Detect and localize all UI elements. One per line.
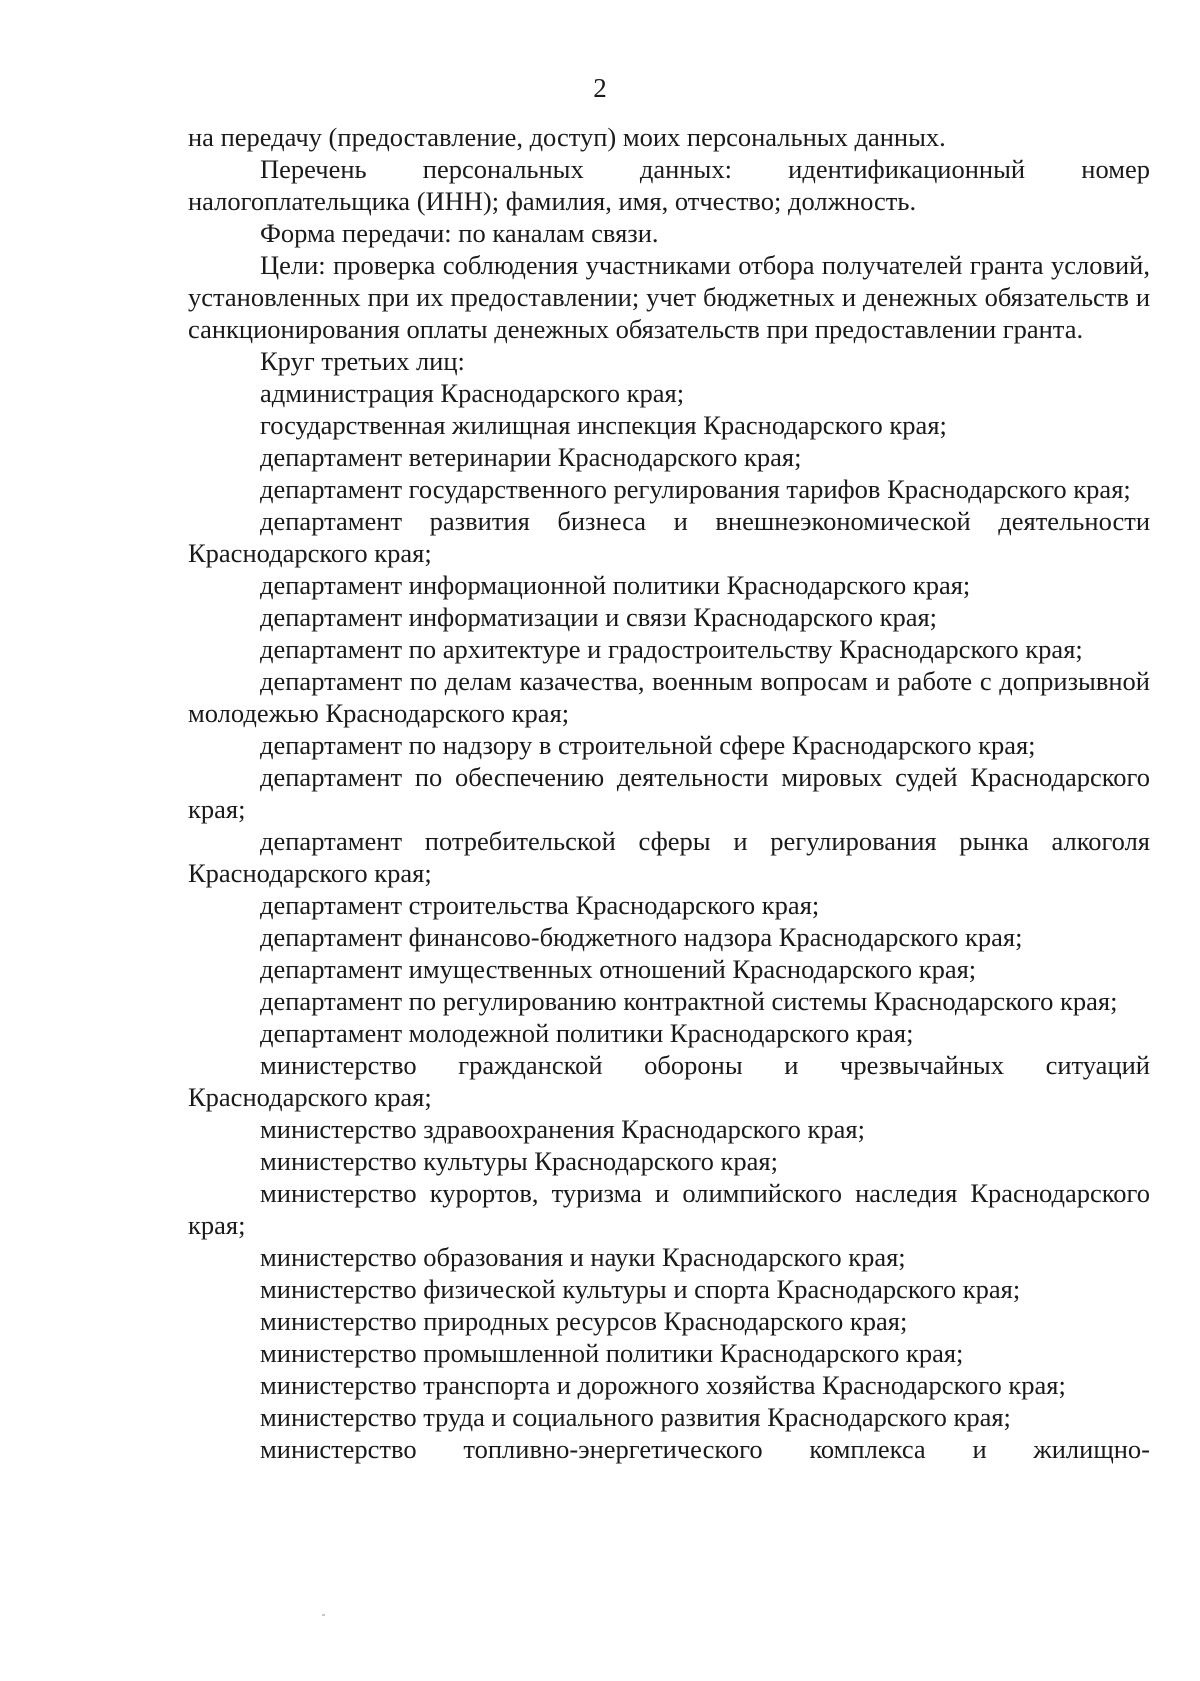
paragraph-third-parties-heading: Круг третьих лиц: — [260, 346, 465, 376]
list-item: департамент потребительской сферы и регулирования рынка алкоголя Краснодарского края; — [188, 826, 1150, 888]
list-item: департамент финансово-бюджетного надзора Краснодарского края; — [260, 922, 1023, 952]
paragraph-purposes: Цели: проверка соблюдения участниками отбора получателей гранта условий, установленных при их предоставлении; учет бюджетных и денежных обязательств и санкционирования оплаты денежных обязательств при предоставлении гранта. — [188, 250, 1150, 344]
list-item: департамент информационной политики Краснодарского края; — [260, 570, 971, 600]
list-item: департамент по архитектуре и градостроительству Краснодарского края; — [260, 634, 1083, 664]
list-item: министерство природных ресурсов Краснодарского края; — [260, 1306, 908, 1336]
paragraph-consent-continuation: на передачу (предоставление, доступ) моих персональных данных. — [188, 122, 946, 152]
list-item: департамент строительства Краснодарского края; — [260, 890, 820, 920]
list-item: министерство образования и науки Краснодарского края; — [260, 1242, 906, 1272]
list-item: департамент информатизации и связи Краснодарского края; — [260, 602, 938, 632]
list-item: министерство курортов, туризма и олимпийского наследия Краснодарского края; — [188, 1178, 1150, 1240]
list-item: департамент государственного регулирования тарифов Краснодарского края; — [260, 474, 1131, 504]
document-body — [188, 121, 1150, 1465]
list-item: министерство физической культуры и спорта Краснодарского края; — [260, 1274, 1021, 1304]
paragraph-personal-data-list: Перечень персональных данных: идентификационный номер налогоплательщика (ИНН); фамилия, имя, отчество; должность. — [188, 154, 1150, 216]
paragraph-transfer-form: Форма передачи: по каналам связи. — [260, 218, 659, 248]
list-item: департамент по надзору в строительной сфере Краснодарского края; — [260, 730, 1036, 760]
list-item: министерство труда и социального развития Краснодарского края; — [260, 1402, 1011, 1432]
list-item: департамент молодежной политики Краснодарского края; — [260, 1018, 914, 1048]
list-item: департамент по обеспечению деятельности мировых судей Краснодарского края; — [188, 762, 1150, 824]
scan-speck — [322, 1614, 325, 1616]
list-item: министерство здравоохранения Краснодарского края; — [260, 1114, 865, 1144]
list-item: министерство транспорта и дорожного хозяйства Краснодарского края; — [260, 1370, 1066, 1400]
list-item: департамент по регулированию контрактной системы Краснодарского края; — [260, 986, 1118, 1016]
list-item: министерство промышленной политики Краснодарского края; — [260, 1338, 964, 1368]
list-item: государственная жилищная инспекция Краснодарского края; — [260, 410, 947, 440]
list-item: департамент ветеринарии Краснодарского края; — [260, 442, 802, 472]
page-number: 2 — [593, 73, 607, 103]
list-item: министерство гражданской обороны и чрезвычайных ситуаций Краснодарского края; — [188, 1050, 1150, 1112]
list-item: министерство топливно-энергетического комплекса и жилищно- — [260, 1434, 1150, 1464]
list-item: министерство культуры Краснодарского края; — [260, 1146, 778, 1176]
list-item: департамент имущественных отношений Краснодарского края; — [260, 954, 977, 984]
list-item: департамент по делам казачества, военным вопросам и работе с допризывной молодежью Краснодарского края; — [188, 666, 1150, 728]
list-item: администрация Краснодарского края; — [260, 378, 685, 408]
list-item: департамент развития бизнеса и внешнеэкономической деятельности Краснодарского края; — [188, 506, 1150, 568]
